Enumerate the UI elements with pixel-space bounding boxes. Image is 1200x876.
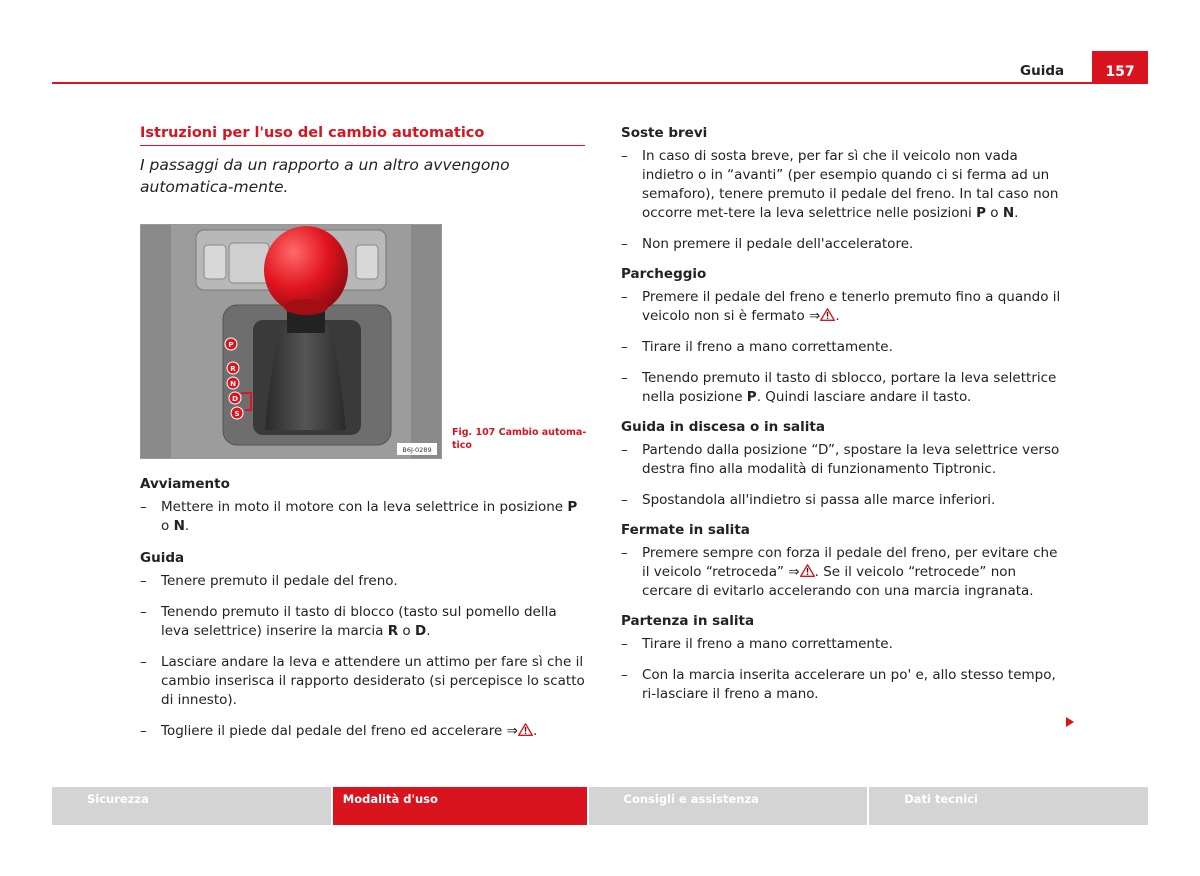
tab-sicurezza[interactable]: Sicurezza bbox=[52, 787, 331, 825]
heading-fermate-salita: Fermate in salita bbox=[621, 522, 750, 538]
text: Lasciare andare la leva e attendere un attimo per fare sì che il cambio inserisca il rapporto desiderato (si percepisce lo scatto di innesto). bbox=[161, 654, 585, 708]
dash: – bbox=[140, 573, 147, 589]
text: o bbox=[161, 518, 174, 534]
bold-gear: N bbox=[1002, 205, 1015, 221]
footer-nav bbox=[52, 787, 1148, 825]
tab-modalita-uso[interactable]: Modalità d'uso bbox=[333, 787, 587, 825]
dash: – bbox=[621, 339, 628, 355]
text: . Quindi lasciare andare il tasto. bbox=[756, 389, 972, 405]
section-fermate-salita bbox=[621, 522, 1066, 601]
bold-gear: P bbox=[976, 205, 986, 221]
section-soste-brevi bbox=[621, 125, 1066, 254]
text: Premere sempre con forza il pedale del freno, per evitare che il veicolo “retroceda” ⇒ bbox=[642, 545, 1058, 580]
text: Con la marcia inserita accelerare un po' e, allo stesso tempo, ri-lasciare il freno a mano. bbox=[642, 667, 1056, 702]
list-item bbox=[140, 653, 585, 710]
photo-code: B6J-0289 bbox=[402, 446, 432, 454]
lead-text: I passaggi da un rapporto a un altro avvengono automatica-mente. bbox=[140, 156, 510, 196]
text: Tenere premuto il pedale del freno. bbox=[161, 573, 398, 589]
section-guida bbox=[140, 550, 585, 741]
dash: – bbox=[621, 289, 628, 305]
dash: – bbox=[621, 442, 628, 458]
bold-gear: R bbox=[387, 623, 399, 639]
text: . Se il veicolo “retrocede” non cercare di evitarlo accelerando con una marcia ingranata. bbox=[642, 564, 1034, 599]
gate-letter-n: N bbox=[230, 380, 236, 388]
tab-dati-tecnici[interactable]: Dati tecnici bbox=[869, 787, 1148, 825]
heading-partenza-salita: Partenza in salita bbox=[621, 613, 755, 629]
list-item bbox=[621, 491, 1066, 510]
list-item bbox=[140, 722, 585, 741]
gate-letter-r: R bbox=[230, 365, 236, 373]
dash: – bbox=[621, 236, 628, 252]
text: Partendo dalla posizione “D”, spostare la leva selettrice verso destra fino alla modalità di funzionamento Tiptronic. bbox=[642, 442, 1060, 477]
dash: – bbox=[140, 604, 147, 620]
figure-caption: Fig. 107 Cambio automa-tico bbox=[452, 427, 587, 451]
text: Tenendo premuto il tasto di blocco (tasto sul pomello della leva selettrice) inserire la marcia bbox=[161, 604, 557, 639]
left-column bbox=[140, 120, 585, 753]
list-item bbox=[621, 288, 1066, 326]
list-item bbox=[621, 666, 1066, 704]
warning-triangle-icon[interactable] bbox=[800, 564, 815, 577]
text: Mettere in moto il motore con la leva selettrice in posizione bbox=[161, 499, 568, 515]
warning-triangle-icon[interactable] bbox=[820, 308, 835, 321]
gear-shifter-illustration bbox=[141, 225, 441, 458]
gear-shifter-photo bbox=[140, 224, 442, 459]
list-item bbox=[140, 572, 585, 591]
dash: – bbox=[140, 499, 147, 515]
heading-avviamento: Avviamento bbox=[140, 476, 230, 492]
text: Tenendo premuto il tasto di sblocco, portare la leva selettrice nella posizione bbox=[642, 370, 1057, 405]
text: Spostandola all'indietro si passa alle marce inferiori. bbox=[642, 492, 996, 508]
text: . bbox=[184, 518, 190, 534]
dash: – bbox=[621, 148, 628, 164]
text: Tirare il freno a mano correttamente. bbox=[642, 636, 893, 652]
bold-gear: P bbox=[567, 499, 578, 515]
list-item bbox=[621, 147, 1066, 223]
bold-gear: D bbox=[414, 623, 427, 639]
section-discesa-salita bbox=[621, 419, 1066, 510]
list-item bbox=[621, 635, 1066, 654]
section-title: Istruzioni per l'uso del cambio automatico bbox=[140, 125, 585, 146]
gate-letter-s: S bbox=[234, 410, 240, 418]
dash: – bbox=[140, 654, 147, 670]
section-avviamento bbox=[140, 476, 585, 536]
text: o bbox=[986, 205, 1003, 221]
text: . bbox=[532, 723, 538, 739]
heading-guida: Guida bbox=[140, 550, 185, 566]
list-item bbox=[621, 338, 1066, 357]
header-rule bbox=[52, 82, 1148, 84]
text: In caso di sosta breve, per far sì che il veicolo non vada indietro o in “avanti” (per esempio quando ci si ferma ad un semaforo), tenere premuto il pedale del freno. In tal caso non occorre met-tere la leva selettrice nelle posizioni bbox=[642, 148, 1059, 221]
heading-parcheggio: Parcheggio bbox=[621, 266, 707, 282]
text: Togliere il piede dal pedale del freno ed accelerare ⇒ bbox=[161, 723, 518, 739]
bold-gear: N bbox=[173, 518, 185, 534]
list-item bbox=[621, 235, 1066, 254]
next-page-arrow-icon[interactable] bbox=[1066, 717, 1074, 727]
list-item bbox=[140, 603, 585, 641]
list-item bbox=[621, 441, 1066, 479]
text: Tirare il freno a mano correttamente. bbox=[642, 339, 893, 355]
section-parcheggio bbox=[621, 266, 1066, 407]
section-partenza-salita bbox=[621, 613, 1066, 704]
right-column bbox=[621, 120, 1066, 716]
gate-letter-d: D bbox=[232, 395, 238, 403]
text: . bbox=[426, 623, 431, 639]
figure bbox=[140, 224, 585, 460]
list-item bbox=[140, 498, 585, 536]
text: Non premere il pedale dell'acceleratore. bbox=[642, 236, 914, 252]
heading-discesa-salita: Guida in discesa o in salita bbox=[621, 419, 825, 435]
list-item bbox=[621, 544, 1066, 601]
text: . bbox=[835, 308, 840, 324]
warning-triangle-icon[interactable] bbox=[518, 723, 533, 736]
dash: – bbox=[621, 545, 628, 561]
gate-letter-p: P bbox=[228, 341, 234, 349]
bold-gear: P bbox=[746, 389, 757, 405]
header-section-title: Guida bbox=[1020, 63, 1065, 79]
text: Premere il pedale del freno e tenerlo premuto fino a quando il veicolo non si è fermato ⇒ bbox=[642, 289, 1061, 324]
dash: – bbox=[621, 370, 628, 386]
list-item bbox=[621, 369, 1066, 407]
page-number: 157 bbox=[1092, 51, 1148, 84]
tab-consigli-assistenza[interactable]: Consigli e assistenza bbox=[589, 787, 868, 825]
dash: – bbox=[621, 667, 628, 683]
dash: – bbox=[140, 723, 147, 739]
text: o bbox=[398, 623, 415, 639]
heading-soste-brevi: Soste brevi bbox=[621, 125, 708, 141]
dash: – bbox=[621, 636, 628, 652]
text: . bbox=[1014, 205, 1019, 221]
dash: – bbox=[621, 492, 628, 508]
